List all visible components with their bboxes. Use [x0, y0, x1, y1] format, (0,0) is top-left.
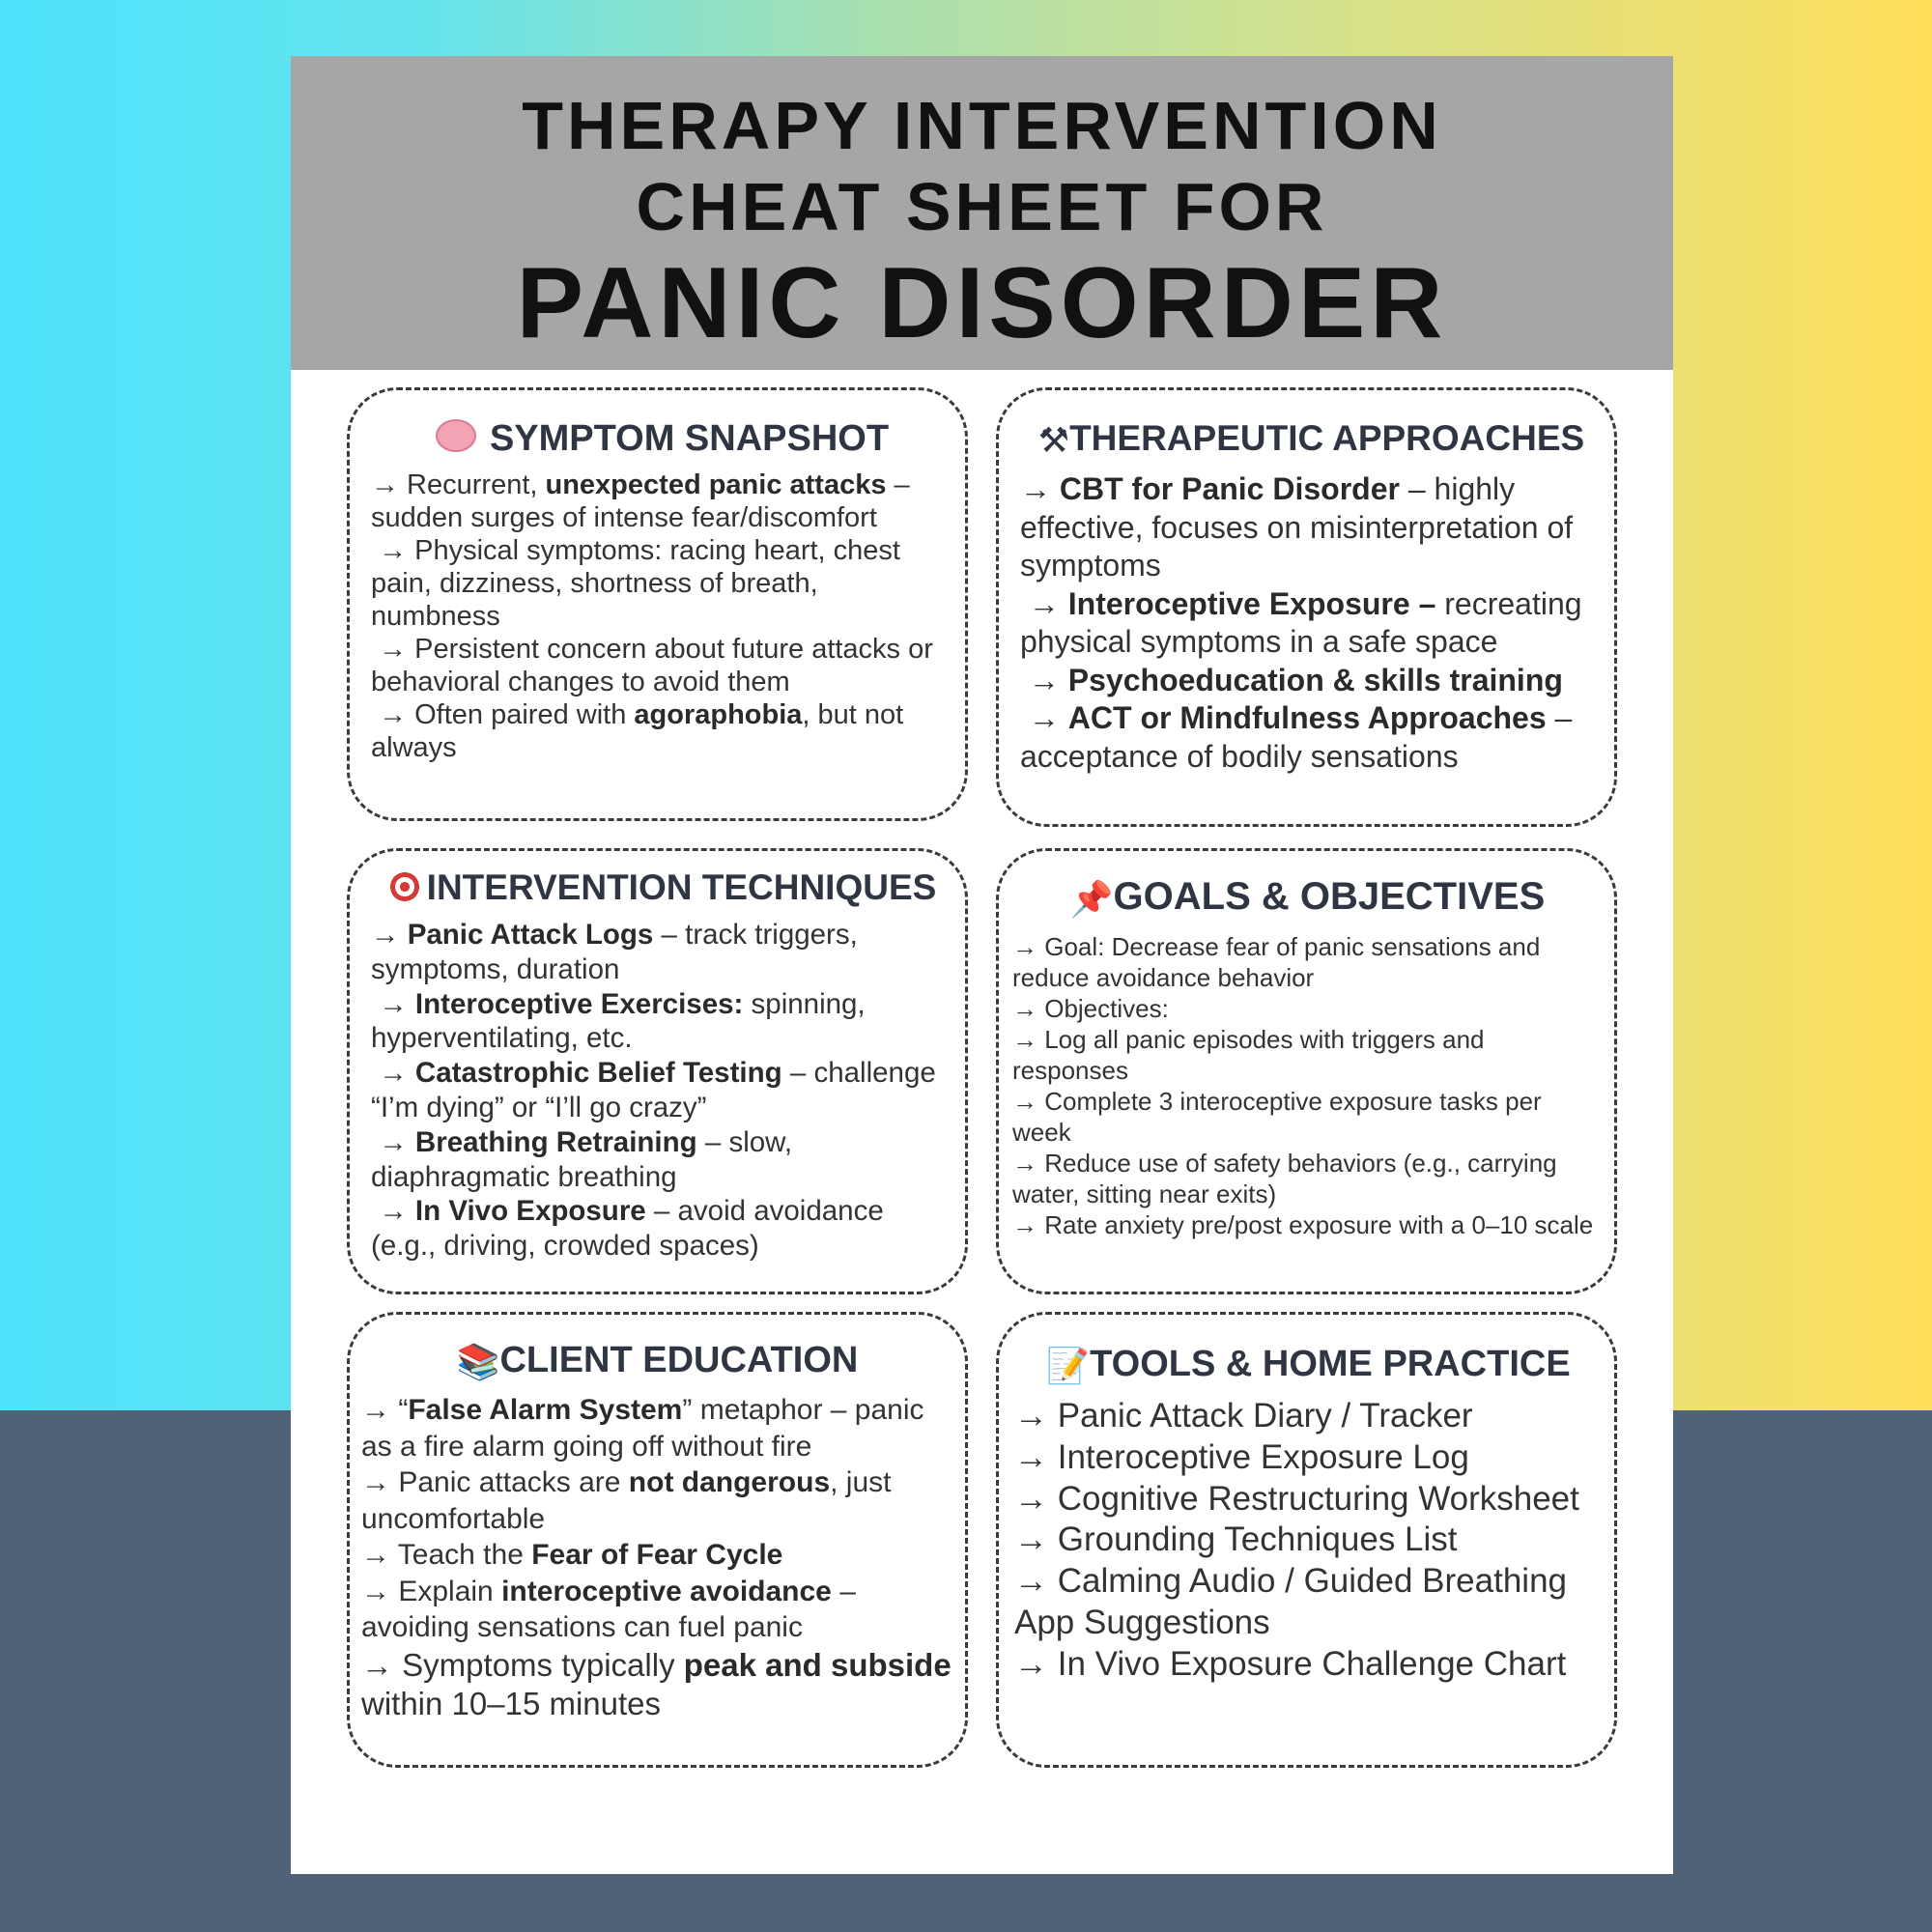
list-item: → Goal: Decrease fear of panic sensations and reduce avoidance behavior	[1012, 932, 1541, 992]
approaches-list	[1020, 470, 1603, 776]
list-item: → Complete 3 interoceptive exposure tasks per week	[1012, 1087, 1542, 1147]
list-item: → Explain interoceptive avoidance – avoiding sensations can fuel panic	[361, 1575, 856, 1643]
list-item: → Objectives:	[1012, 994, 1169, 1023]
list-item: → “False Alarm System” metaphor – panic as a fire alarm going off without fire	[361, 1394, 924, 1463]
list-item: → Rate anxiety pre/post exposure with a 0–10 scale	[1012, 1210, 1594, 1239]
list-item: → Recurrent, unexpected panic attacks – sudden surges of intense fear/discomfort	[371, 469, 910, 533]
symptom-list	[371, 469, 953, 764]
tools-list	[1014, 1396, 1603, 1686]
list-item: → Reduce use of safety behaviors (e.g., carrying water, sitting near exits)	[1012, 1149, 1557, 1208]
list-item: → Symptoms typically peak and subside within 10–15 minutes	[361, 1646, 952, 1721]
intervention-techniques-card	[347, 848, 968, 1294]
list-item: → Breathing Retraining – slow, diaphragmatic breathing	[371, 1125, 793, 1193]
intervention-techniques-title	[371, 866, 953, 910]
pushpin-icon: 📌	[1069, 879, 1114, 919]
list-item: → Interoceptive Exposure Log	[1014, 1437, 1469, 1476]
techniques-list	[371, 918, 953, 1264]
goals-objectives-title	[1012, 872, 1603, 923]
brain-icon	[436, 419, 476, 452]
list-item: → ACT or Mindfulness Approaches – acceptance of bodily sensations	[1020, 700, 1573, 774]
client-education-card	[347, 1312, 968, 1768]
list-item: → Calming Audio / Guided Breathing App Suggestions	[1014, 1562, 1567, 1641]
symptom-snapshot-card	[347, 387, 968, 821]
therapeutic-approaches-title	[1020, 416, 1603, 463]
list-item: → In Vivo Exposure Challenge Chart	[1014, 1644, 1567, 1683]
education-title-text: CLIENT EDUCATION	[499, 1340, 859, 1380]
title-main: PANIC DISORDER	[516, 247, 1448, 359]
client-education-title	[361, 1338, 953, 1384]
list-item: → Persistent concern about future attacks or behavioral changes to avoid them	[371, 634, 933, 697]
memo-icon: 📝	[1046, 1346, 1091, 1385]
list-item: → Log all panic episodes with triggers and responses	[1012, 1025, 1485, 1085]
list-item: → Psychoeducation & skills training	[1028, 662, 1563, 697]
title-line-1: THERAPY INTERVENTION	[522, 88, 1442, 163]
target-icon	[388, 870, 421, 903]
education-list	[361, 1392, 953, 1723]
tools-icon: ⚒	[1037, 420, 1070, 460]
approaches-title-text: THERAPEUTIC APPROACHES	[1069, 418, 1585, 458]
symptom-title-text: SYMPTOM SNAPSHOT	[489, 418, 890, 459]
list-item: → In Vivo Exposure – avoid avoidance (e.g., driving, crowded spaces)	[371, 1195, 884, 1263]
list-item: → Panic Attack Logs – track triggers, symptoms, duration	[371, 919, 858, 985]
list-item: → Interoceptive Exposure – recreating physical symptoms in a safe space	[1020, 585, 1582, 659]
list-item: → Cognitive Restructuring Worksheet	[1014, 1479, 1579, 1518]
goals-list	[1012, 931, 1603, 1240]
list-item: → Often paired with agoraphobia, but not always	[371, 699, 904, 763]
goals-title-text: GOALS & OBJECTIVES	[1113, 875, 1546, 918]
page-header	[291, 56, 1673, 370]
list-item: → Catastrophic Belief Testing – challenge “I’m dying” or “I’ll go crazy”	[371, 1057, 936, 1123]
list-item: → Grounding Techniques List	[1014, 1520, 1458, 1559]
list-item: → Interoceptive Exercises: spinning, hyperventilating, etc.	[371, 987, 866, 1055]
list-item: → CBT for Panic Disorder – highly effective, focuses on misinterpretation of symptoms	[1020, 471, 1574, 582]
goals-objectives-card	[996, 848, 1617, 1294]
therapeutic-approaches-card	[996, 387, 1617, 827]
techniques-title-text: INTERVENTION TECHNIQUES	[426, 867, 937, 907]
list-item: → Panic Attack Diary / Tracker	[1014, 1397, 1473, 1435]
list-item: → Physical symptoms: racing heart, chest pain, dizziness, shortness of breath, numbness	[371, 535, 900, 632]
tools-home-practice-title	[1014, 1342, 1603, 1388]
symptom-snapshot-title	[371, 416, 953, 461]
list-item: → Teach the Fear of Fear Cycle	[361, 1539, 783, 1571]
title-line-2: CHEAT SHEET FOR	[636, 169, 1328, 244]
tools-home-practice-card	[996, 1312, 1617, 1768]
tools-title-text: TOOLS & HOME PRACTICE	[1090, 1344, 1571, 1384]
books-icon: 📚	[456, 1342, 500, 1381]
list-item: → Panic attacks are not dangerous, just uncomfortable	[361, 1466, 892, 1535]
